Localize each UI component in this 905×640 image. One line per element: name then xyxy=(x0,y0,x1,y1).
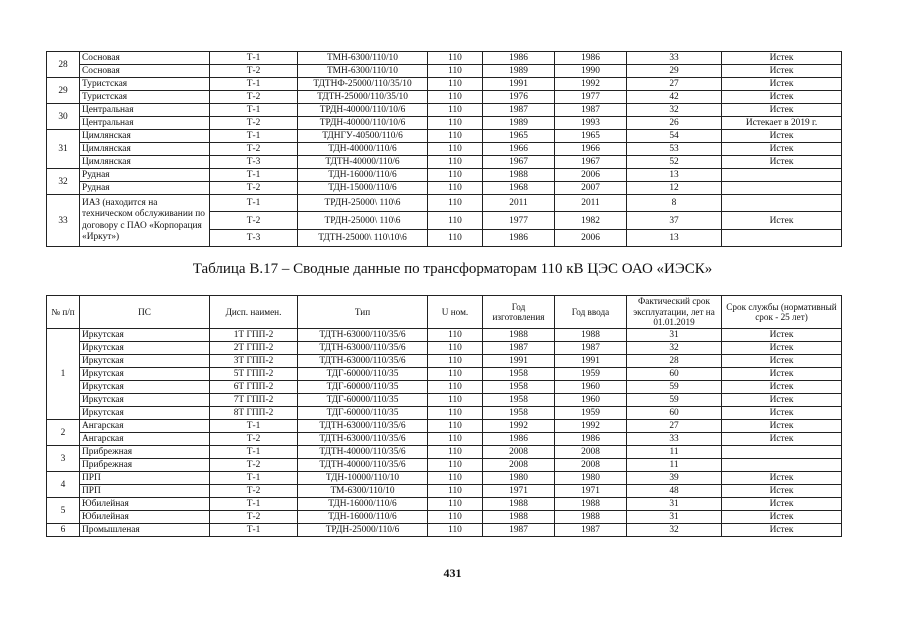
service-life-cell xyxy=(722,446,842,459)
year-commissioned-cell: 1987 xyxy=(555,104,627,117)
substation-cell: Рудная xyxy=(80,182,210,195)
substation-cell: Промышленая xyxy=(80,524,210,537)
year-commissioned-cell: 2008 xyxy=(555,459,627,472)
dispatch-name-cell: Т-1 xyxy=(210,524,298,537)
service-life-cell: Истек xyxy=(722,524,842,537)
year-made-cell: 1966 xyxy=(483,143,555,156)
year-commissioned-cell: 1992 xyxy=(555,78,627,91)
substation-cell: Ангарская xyxy=(80,420,210,433)
header-year-commissioned: Год ввода xyxy=(555,296,627,329)
table-row xyxy=(47,156,842,169)
dispatch-name-cell: Т-1 xyxy=(210,130,298,143)
service-years-cell: 31 xyxy=(627,498,722,511)
substation-cell: Центральная xyxy=(80,117,210,130)
table-caption: Таблица В.17 – Сводные данные по трансформаторам 110 кВ ЦЭС ОАО «ИЭСК» xyxy=(192,261,713,277)
table-row xyxy=(47,420,842,433)
header-substation: ПС xyxy=(80,296,210,329)
year-commissioned-cell: 2008 xyxy=(555,446,627,459)
table-row xyxy=(47,381,842,394)
service-years-cell: 33 xyxy=(627,52,722,65)
type-cell: ТДН-15000/110/6 xyxy=(298,182,428,195)
u-nom-cell: 110 xyxy=(428,381,483,394)
service-life-cell: Истек xyxy=(722,355,842,368)
year-commissioned-cell: 1959 xyxy=(555,368,627,381)
year-made-cell: 1986 xyxy=(483,433,555,446)
year-made-cell: 1988 xyxy=(483,169,555,182)
u-nom-cell: 110 xyxy=(428,524,483,537)
dispatch-name-cell: 8Т ГПП-2 xyxy=(210,407,298,420)
row-number-cell: 6 xyxy=(47,524,80,537)
row-number-cell: 1 xyxy=(47,329,80,420)
u-nom-cell: 110 xyxy=(428,117,483,130)
substation-cell: Юбилейная xyxy=(80,498,210,511)
year-made-cell: 1991 xyxy=(483,355,555,368)
service-years-cell: 52 xyxy=(627,156,722,169)
page-number: 431 xyxy=(443,566,462,580)
row-number-cell: 30 xyxy=(47,104,80,130)
header-u-nom: U ном. xyxy=(428,296,483,329)
service-years-cell: 54 xyxy=(627,130,722,143)
table-row xyxy=(47,511,842,524)
year-made-cell: 1958 xyxy=(483,381,555,394)
substation-cell: Сосновая xyxy=(80,65,210,78)
dispatch-name-cell: Т-1 xyxy=(210,446,298,459)
type-cell: ТРДН-25000\ 110\6 xyxy=(298,195,428,212)
u-nom-cell: 110 xyxy=(428,91,483,104)
year-made-cell: 1986 xyxy=(483,230,555,247)
u-nom-cell: 110 xyxy=(428,368,483,381)
service-years-cell: 48 xyxy=(627,485,722,498)
table-row xyxy=(47,485,842,498)
type-cell: ТДН-40000/110/6 xyxy=(298,143,428,156)
u-nom-cell: 110 xyxy=(428,230,483,247)
table-row xyxy=(47,459,842,472)
dispatch-name-cell: Т-1 xyxy=(210,195,298,212)
type-cell: ТДТН-63000/110/35/6 xyxy=(298,433,428,446)
type-cell: ТДТН-40000/110/35/6 xyxy=(298,446,428,459)
dispatch-name-cell: Т-1 xyxy=(210,104,298,117)
table-row xyxy=(47,65,842,78)
year-commissioned-cell: 1991 xyxy=(555,355,627,368)
service-life-cell: Истек xyxy=(722,212,842,230)
type-cell: ТРДН-25000/110/6 xyxy=(298,524,428,537)
year-commissioned-cell: 1965 xyxy=(555,130,627,143)
type-cell: ТДТН-63000/110/35/6 xyxy=(298,420,428,433)
substation-cell: Иркутская xyxy=(80,329,210,342)
year-commissioned-cell: 1992 xyxy=(555,420,627,433)
substation-cell: ИАЗ (находится на техническом обслуживании по договору с ПАО «Корпорация «Иркут») xyxy=(80,195,210,247)
service-years-cell: 60 xyxy=(627,407,722,420)
service-years-cell: 12 xyxy=(627,182,722,195)
year-made-cell: 1976 xyxy=(483,91,555,104)
row-number-cell: 5 xyxy=(47,498,80,524)
u-nom-cell: 110 xyxy=(428,104,483,117)
dispatch-name-cell: Т-1 xyxy=(210,420,298,433)
service-years-cell: 13 xyxy=(627,230,722,247)
substation-cell: Сосновая xyxy=(80,52,210,65)
type-cell: ТДТН-63000/110/35/6 xyxy=(298,342,428,355)
year-commissioned-cell: 1959 xyxy=(555,407,627,420)
service-years-cell: 26 xyxy=(627,117,722,130)
dispatch-name-cell: Т-2 xyxy=(210,65,298,78)
dispatch-name-cell: Т-1 xyxy=(210,169,298,182)
header-num: № п/п xyxy=(47,296,80,329)
u-nom-cell: 110 xyxy=(428,212,483,230)
service-life-cell: Истекает в 2019 г. xyxy=(722,117,842,130)
service-life-cell: Истек xyxy=(722,104,842,117)
year-commissioned-cell: 2007 xyxy=(555,182,627,195)
type-cell: ТМ-6300/110/10 xyxy=(298,485,428,498)
service-life-cell: Истек xyxy=(722,394,842,407)
u-nom-cell: 110 xyxy=(428,329,483,342)
year-made-cell: 1992 xyxy=(483,420,555,433)
service-life-cell: Истек xyxy=(722,420,842,433)
year-made-cell: 1980 xyxy=(483,472,555,485)
substation-cell: Цимлянская xyxy=(80,156,210,169)
dispatch-name-cell: Т-2 xyxy=(210,485,298,498)
dispatch-name-cell: 6Т ГПП-2 xyxy=(210,381,298,394)
year-commissioned-cell: 1966 xyxy=(555,143,627,156)
year-made-cell: 1987 xyxy=(483,524,555,537)
row-number-cell: 31 xyxy=(47,130,80,169)
type-cell: ТДТН-63000/110/35/6 xyxy=(298,355,428,368)
u-nom-cell: 110 xyxy=(428,78,483,91)
dispatch-name-cell: 1Т ГПП-2 xyxy=(210,329,298,342)
year-commissioned-cell: 1960 xyxy=(555,381,627,394)
header-dispatch-name: Дисп. наимен. xyxy=(210,296,298,329)
year-commissioned-cell: 1980 xyxy=(555,472,627,485)
substation-cell: Иркутская xyxy=(80,355,210,368)
u-nom-cell: 110 xyxy=(428,394,483,407)
service-years-cell: 37 xyxy=(627,212,722,230)
service-life-cell: Истек xyxy=(722,472,842,485)
row-number-cell: 28 xyxy=(47,52,80,78)
type-cell: ТРДН-40000/110/10/6 xyxy=(298,117,428,130)
dispatch-name-cell: Т-2 xyxy=(210,212,298,230)
year-made-cell: 2011 xyxy=(483,195,555,212)
service-life-cell xyxy=(722,195,842,212)
service-life-cell: Истек xyxy=(722,130,842,143)
type-cell: ТДТНФ-25000/110/35/10 xyxy=(298,78,428,91)
year-made-cell: 1987 xyxy=(483,342,555,355)
year-made-cell: 2008 xyxy=(483,459,555,472)
service-years-cell: 28 xyxy=(627,355,722,368)
type-cell: ТДТН-63000/110/35/6 xyxy=(298,329,428,342)
table-row xyxy=(47,524,842,537)
cesc-transformer-table xyxy=(46,295,842,537)
substation-cell: Центральная xyxy=(80,104,210,117)
dispatch-name-cell: Т-3 xyxy=(210,156,298,169)
table-row xyxy=(47,329,842,342)
u-nom-cell: 110 xyxy=(428,433,483,446)
year-made-cell: 1988 xyxy=(483,329,555,342)
service-life-cell: Истек xyxy=(722,381,842,394)
service-life-cell: Истек xyxy=(722,52,842,65)
u-nom-cell: 110 xyxy=(428,511,483,524)
service-years-cell: 60 xyxy=(627,368,722,381)
table-row xyxy=(47,78,842,91)
year-commissioned-cell: 1987 xyxy=(555,524,627,537)
year-made-cell: 1987 xyxy=(483,104,555,117)
year-made-cell: 1986 xyxy=(483,52,555,65)
row-number-cell: 2 xyxy=(47,420,80,446)
type-cell: ТДН-10000/110/10 xyxy=(298,472,428,485)
service-years-cell: 33 xyxy=(627,433,722,446)
year-commissioned-cell: 1982 xyxy=(555,212,627,230)
year-made-cell: 1971 xyxy=(483,485,555,498)
year-commissioned-cell: 1987 xyxy=(555,342,627,355)
year-made-cell: 1988 xyxy=(483,498,555,511)
table-row xyxy=(47,446,842,459)
year-made-cell: 1958 xyxy=(483,407,555,420)
header-year-made: Год изготовления xyxy=(483,296,555,329)
table-row xyxy=(47,472,842,485)
year-commissioned-cell: 1986 xyxy=(555,433,627,446)
type-cell: ТДГ-60000/110/35 xyxy=(298,368,428,381)
service-years-cell: 13 xyxy=(627,169,722,182)
service-years-cell: 29 xyxy=(627,65,722,78)
type-cell: ТДГ-60000/110/35 xyxy=(298,381,428,394)
type-cell: ТДГ-60000/110/35 xyxy=(298,394,428,407)
dispatch-name-cell: 7Т ГПП-2 xyxy=(210,394,298,407)
u-nom-cell: 110 xyxy=(428,407,483,420)
table-header-row xyxy=(47,296,842,329)
service-years-cell: 11 xyxy=(627,459,722,472)
year-commissioned-cell: 1988 xyxy=(555,498,627,511)
u-nom-cell: 110 xyxy=(428,195,483,212)
table-row xyxy=(47,407,842,420)
year-commissioned-cell: 2006 xyxy=(555,230,627,247)
service-years-cell: 32 xyxy=(627,524,722,537)
year-made-cell: 1968 xyxy=(483,182,555,195)
dispatch-name-cell: Т-1 xyxy=(210,472,298,485)
u-nom-cell: 110 xyxy=(428,355,483,368)
table-row xyxy=(47,342,842,355)
service-life-cell: Истек xyxy=(722,329,842,342)
u-nom-cell: 110 xyxy=(428,420,483,433)
u-nom-cell: 110 xyxy=(428,459,483,472)
service-life-cell: Истек xyxy=(722,143,842,156)
year-made-cell: 1991 xyxy=(483,78,555,91)
table-row xyxy=(47,104,842,117)
service-years-cell: 39 xyxy=(627,472,722,485)
type-cell: ТДТН-25000/110/35/10 xyxy=(298,91,428,104)
dispatch-name-cell: Т-2 xyxy=(210,459,298,472)
service-years-cell: 8 xyxy=(627,195,722,212)
service-life-cell: Истек xyxy=(722,433,842,446)
dispatch-name-cell: Т-1 xyxy=(210,78,298,91)
substation-cell: Юбилейная xyxy=(80,511,210,524)
service-years-cell: 32 xyxy=(627,342,722,355)
substation-cell: Иркутская xyxy=(80,407,210,420)
year-made-cell: 1958 xyxy=(483,394,555,407)
substation-cell: Прибрежная xyxy=(80,446,210,459)
service-life-cell: Истек xyxy=(722,91,842,104)
row-number-cell: 3 xyxy=(47,446,80,472)
type-cell: ТДТН-40000/110/35/6 xyxy=(298,459,428,472)
year-commissioned-cell: 2006 xyxy=(555,169,627,182)
dispatch-name-cell: Т-2 xyxy=(210,91,298,104)
row-number-cell: 32 xyxy=(47,169,80,195)
service-life-cell xyxy=(722,459,842,472)
service-life-cell: Истек xyxy=(722,78,842,91)
type-cell: ТДНГУ-40500/110/6 xyxy=(298,130,428,143)
substation-cell: Туристская xyxy=(80,91,210,104)
table-row xyxy=(47,130,842,143)
type-cell: ТДН-16000/110/6 xyxy=(298,498,428,511)
substation-cell: Иркутская xyxy=(80,342,210,355)
u-nom-cell: 110 xyxy=(428,342,483,355)
type-cell: ТРДН-25000\ 110\6 xyxy=(298,212,428,230)
dispatch-name-cell: Т-2 xyxy=(210,433,298,446)
year-made-cell: 1988 xyxy=(483,511,555,524)
service-years-cell: 11 xyxy=(627,446,722,459)
substation-cell: Ангарская xyxy=(80,433,210,446)
table-row xyxy=(47,433,842,446)
year-commissioned-cell: 1977 xyxy=(555,91,627,104)
table-row xyxy=(47,91,842,104)
year-commissioned-cell: 1988 xyxy=(555,329,627,342)
year-commissioned-cell: 1993 xyxy=(555,117,627,130)
service-years-cell: 53 xyxy=(627,143,722,156)
dispatch-name-cell: Т-1 xyxy=(210,52,298,65)
service-life-cell: Истек xyxy=(722,368,842,381)
service-years-cell: 27 xyxy=(627,78,722,91)
u-nom-cell: 110 xyxy=(428,472,483,485)
service-years-cell: 59 xyxy=(627,394,722,407)
service-years-cell: 31 xyxy=(627,329,722,342)
type-cell: ТРДН-40000/110/10/6 xyxy=(298,104,428,117)
substation-cell: Цимлянская xyxy=(80,130,210,143)
u-nom-cell: 110 xyxy=(428,65,483,78)
substation-cell: Иркутская xyxy=(80,381,210,394)
table-row xyxy=(47,195,842,212)
u-nom-cell: 110 xyxy=(428,156,483,169)
type-cell: ТДТН-25000\ 110\10\6 xyxy=(298,230,428,247)
table-row xyxy=(47,182,842,195)
u-nom-cell: 110 xyxy=(428,446,483,459)
dispatch-name-cell: Т-3 xyxy=(210,230,298,247)
table-row xyxy=(47,52,842,65)
year-made-cell: 1965 xyxy=(483,130,555,143)
dispatch-name-cell: Т-2 xyxy=(210,143,298,156)
year-commissioned-cell: 1971 xyxy=(555,485,627,498)
type-cell: ТМН-6300/110/10 xyxy=(298,65,428,78)
dispatch-name-cell: 3Т ГПП-2 xyxy=(210,355,298,368)
year-made-cell: 1989 xyxy=(483,65,555,78)
substation-cell: Прибрежная xyxy=(80,459,210,472)
type-cell: ТДГ-60000/110/35 xyxy=(298,407,428,420)
year-commissioned-cell: 1990 xyxy=(555,65,627,78)
year-commissioned-cell: 2011 xyxy=(555,195,627,212)
service-life-cell: Истек xyxy=(722,498,842,511)
service-life-cell: Истек xyxy=(722,156,842,169)
type-cell: ТДН-16000/110/6 xyxy=(298,511,428,524)
row-number-cell: 4 xyxy=(47,472,80,498)
dispatch-name-cell: Т-2 xyxy=(210,182,298,195)
dispatch-name-cell: 5Т ГПП-2 xyxy=(210,368,298,381)
header-service-years: Фактический срок эксплуатации, лет на 01.01.2019 xyxy=(627,296,722,329)
type-cell: ТДТН-40000/110/6 xyxy=(298,156,428,169)
year-made-cell: 1958 xyxy=(483,368,555,381)
service-years-cell: 27 xyxy=(627,420,722,433)
service-life-cell xyxy=(722,169,842,182)
year-commissioned-cell: 1967 xyxy=(555,156,627,169)
year-made-cell: 1967 xyxy=(483,156,555,169)
transformer-table-continued xyxy=(46,51,842,247)
service-life-cell: Истек xyxy=(722,342,842,355)
substation-cell: Цимлянская xyxy=(80,143,210,156)
type-cell: ТДН-16000/110/6 xyxy=(298,169,428,182)
service-life-cell: Истек xyxy=(722,485,842,498)
dispatch-name-cell: Т-1 xyxy=(210,498,298,511)
u-nom-cell: 110 xyxy=(428,130,483,143)
type-cell: ТМН-6300/110/10 xyxy=(298,52,428,65)
service-years-cell: 31 xyxy=(627,511,722,524)
row-number-cell: 29 xyxy=(47,78,80,104)
substation-cell: Иркутская xyxy=(80,394,210,407)
substation-cell: ПРП xyxy=(80,472,210,485)
substation-cell: Туристская xyxy=(80,78,210,91)
service-life-cell: Истек xyxy=(722,65,842,78)
year-commissioned-cell: 1960 xyxy=(555,394,627,407)
u-nom-cell: 110 xyxy=(428,52,483,65)
table-row xyxy=(47,394,842,407)
service-years-cell: 59 xyxy=(627,381,722,394)
table-row xyxy=(47,355,842,368)
service-life-cell xyxy=(722,182,842,195)
service-years-cell: 32 xyxy=(627,104,722,117)
table-row xyxy=(47,498,842,511)
header-type: Тип xyxy=(298,296,428,329)
table-row xyxy=(47,117,842,130)
substation-cell: Рудная xyxy=(80,169,210,182)
substation-cell: Иркутская xyxy=(80,368,210,381)
u-nom-cell: 110 xyxy=(428,485,483,498)
dispatch-name-cell: Т-2 xyxy=(210,511,298,524)
year-commissioned-cell: 1988 xyxy=(555,511,627,524)
u-nom-cell: 110 xyxy=(428,169,483,182)
substation-cell: ПРП xyxy=(80,485,210,498)
service-life-cell: Истек xyxy=(722,511,842,524)
table-row xyxy=(47,143,842,156)
row-number-cell: 33 xyxy=(47,195,80,247)
year-made-cell: 1977 xyxy=(483,212,555,230)
table-row xyxy=(47,169,842,182)
service-life-cell: Истек xyxy=(722,407,842,420)
service-years-cell: 42 xyxy=(627,91,722,104)
u-nom-cell: 110 xyxy=(428,143,483,156)
u-nom-cell: 110 xyxy=(428,498,483,511)
year-made-cell: 1989 xyxy=(483,117,555,130)
table-row xyxy=(47,368,842,381)
year-made-cell: 2008 xyxy=(483,446,555,459)
dispatch-name-cell: 2Т ГПП-2 xyxy=(210,342,298,355)
u-nom-cell: 110 xyxy=(428,182,483,195)
service-life-cell xyxy=(722,230,842,247)
year-commissioned-cell: 1986 xyxy=(555,52,627,65)
dispatch-name-cell: Т-2 xyxy=(210,117,298,130)
header-service-life: Срок службы (нормативный срок - 25 лет) xyxy=(722,296,842,329)
